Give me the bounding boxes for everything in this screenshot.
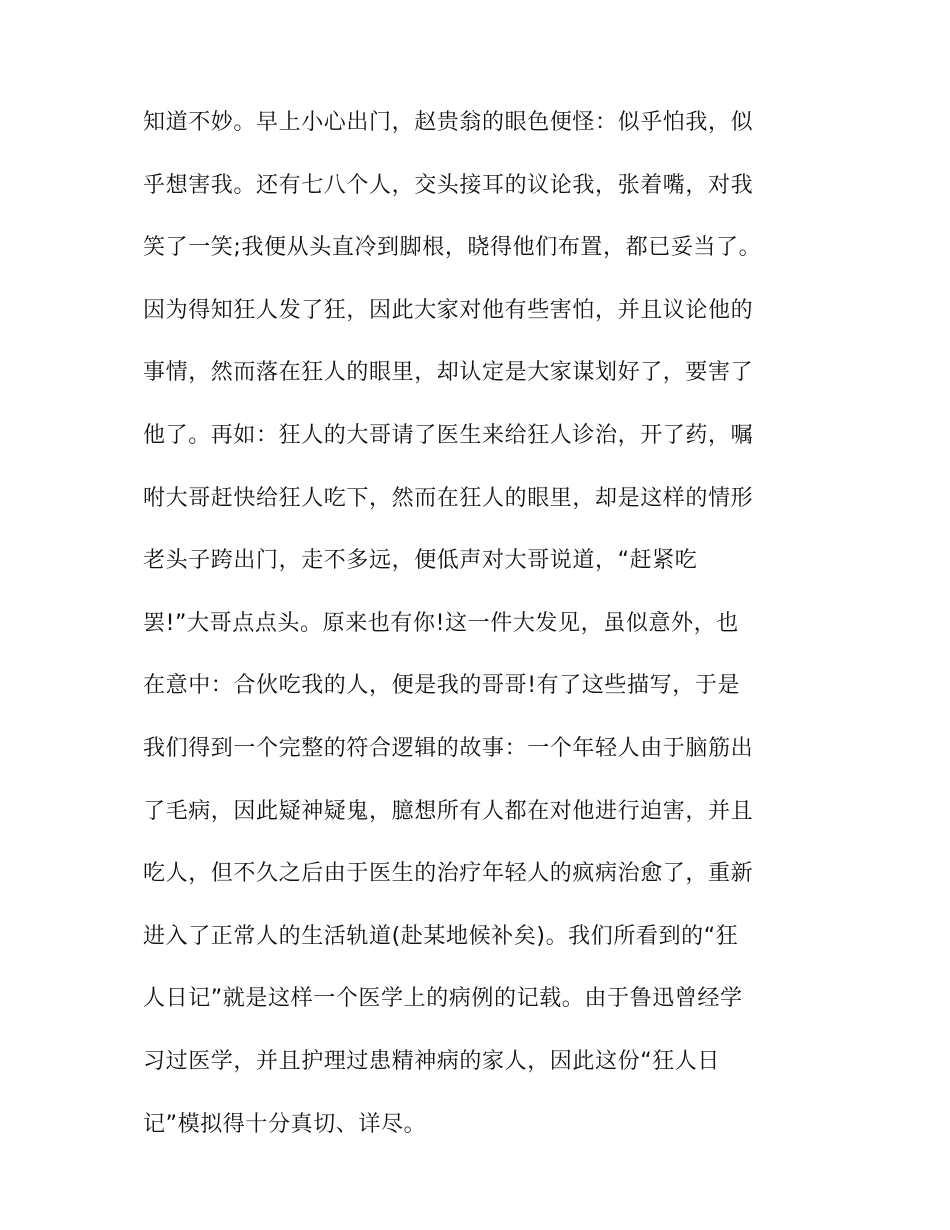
text-line: 他了。再如：狂人的大哥请了医生来给狂人诊治，开了药，嘱 bbox=[143, 422, 754, 448]
text-line: 进入了正常人的生活轨道(赴某地候补矣)。我们所看到的“狂 bbox=[143, 923, 739, 949]
text-line: 老头子跨出门，走不多远，便低声对大哥说道，“赶紧吃 bbox=[143, 548, 698, 574]
text-line: 罢!”大哥点点头。原来也有你!这一件大发见，虽似意外，也 bbox=[143, 610, 739, 636]
text-line: 事情，然而落在狂人的眼里，却认定是大家谋划好了，要害了 bbox=[143, 360, 754, 386]
text-line: 人日记”就是这样一个医学上的病例的记载。由于鲁迅曾经学 bbox=[143, 986, 743, 1012]
text-line: 咐大哥赶快给狂人吃下，然而在狂人的眼里，却是这样的情形 bbox=[143, 485, 754, 511]
text-line: 知道不妙。早上小心出门，赵贵翁的眼色便怪：似乎怕我，似 bbox=[143, 110, 754, 135]
body-text bbox=[143, 110, 823, 1174]
text-line: 我们得到一个完整的符合逻辑的故事：一个年轻人由于脑筋出 bbox=[143, 735, 754, 761]
text-line: 因为得知狂人发了狂，因此大家对他有些害怕，并且议论他的 bbox=[143, 297, 754, 323]
text-line: 笑了一笑;我便从头直冷到脚根，晓得他们布置，都已妥当了。 bbox=[143, 235, 762, 261]
text-line: 在意中：合伙吃我的人，便是我的哥哥!有了这些描写，于是 bbox=[143, 673, 741, 699]
text-line: 吃人，但不久之后由于医生的治疗年轻人的疯病治愈了，重新 bbox=[143, 861, 754, 887]
text-line: 记”模拟得十分真切、详尽。 bbox=[143, 1111, 427, 1137]
text-line: 习过医学，并且护理过患精神病的家人，因此这份“狂人日 bbox=[143, 1048, 720, 1074]
text-line: 了毛病，因此疑神疑鬼，臆想所有人都在对他进行迫害，并且 bbox=[143, 798, 754, 824]
text-line: 乎想害我。还有七八个人，交头接耳的议论我，张着嘴，对我 bbox=[143, 172, 754, 198]
